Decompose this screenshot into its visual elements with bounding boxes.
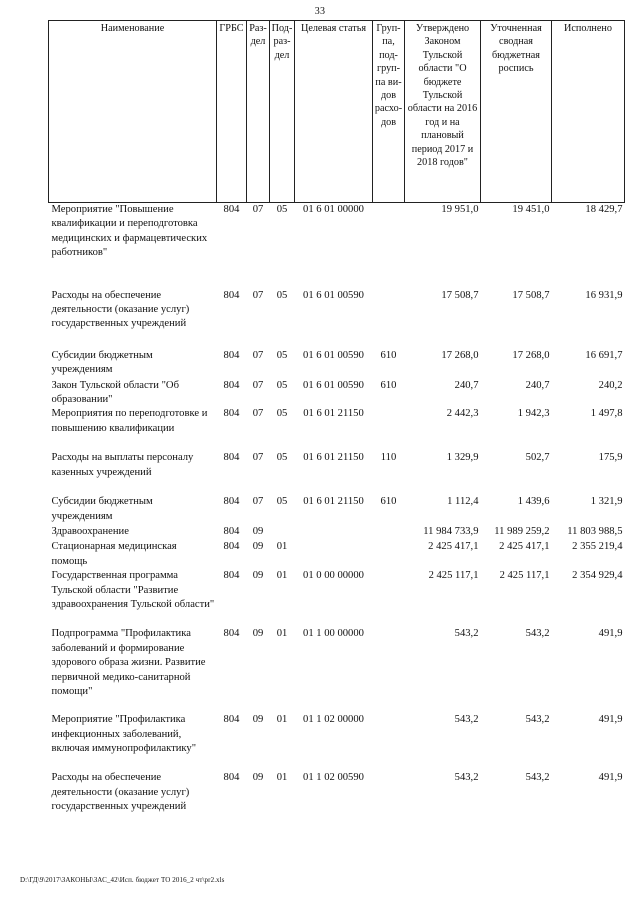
header-target: Целевая статья [295, 21, 373, 203]
cell-vid [373, 407, 405, 451]
cell-target: 01 6 01 00590 [303, 289, 364, 301]
cell-razdel: 07 [252, 204, 264, 215]
table-row [49, 540, 625, 569]
header-row [49, 21, 625, 203]
table-row [49, 289, 625, 349]
cell-vid [373, 627, 405, 713]
page-number: 33 [314, 6, 326, 17]
cell-razdel: 09 [252, 772, 264, 784]
cell-refined: 502,7 [525, 452, 550, 464]
cell-approved: 543,2 [454, 628, 479, 640]
cell-refined: 543,2 [525, 714, 550, 726]
cell-approved: 17 508,7 [441, 289, 479, 301]
cell-executed: 240,2 [598, 379, 623, 391]
cell-name: Субсидии бюджетным учреждениям [51, 349, 153, 375]
cell-name: Расходы на выплаты персоналу казенных учреждений [51, 452, 194, 478]
cell-vid [373, 289, 405, 349]
cell-podrazdel: 05 [276, 289, 288, 301]
cell-executed: 1 321,9 [590, 496, 623, 508]
cell-podrazdel: 05 [276, 496, 288, 508]
table-row [49, 771, 625, 831]
table-row [49, 495, 625, 525]
header-grbs: ГРБС [217, 21, 247, 203]
cell-vid [373, 203, 405, 289]
cell-approved: 19 951,0 [441, 204, 479, 215]
cell-refined: 543,2 [525, 628, 550, 640]
cell-executed: 2 354 929,4 [572, 570, 623, 582]
header-executed: Исполнено [552, 21, 625, 203]
table-row [49, 451, 625, 495]
cell-name: Мероприятие "Повышение квалификации и переподготовка медицинских и фармацевтических работников" [51, 204, 208, 259]
cell-vid [373, 713, 405, 771]
cell-target: 01 6 01 00590 [303, 379, 364, 391]
cell-refined: 11 989 259,2 [494, 526, 550, 538]
cell-vid: 110 [380, 452, 397, 464]
cell-approved: 543,2 [454, 714, 479, 726]
cell-grbs: 804 [223, 452, 240, 464]
cell-grbs: 804 [223, 526, 240, 538]
cell-refined: 17 508,7 [512, 289, 550, 301]
cell-razdel: 07 [252, 408, 264, 420]
cell-refined: 2 425 117,1 [499, 570, 550, 582]
cell-podrazdel: 05 [276, 452, 288, 464]
cell-name: Здравоохранение [51, 526, 129, 538]
cell-grbs: 804 [223, 628, 240, 640]
cell-name: Расходы на обеспечение деятельности (оказание услуг) государственных учреждений [51, 289, 190, 330]
budget-body [49, 203, 625, 832]
table-row [49, 525, 625, 540]
cell-target: 01 6 01 00590 [303, 349, 364, 361]
header-name: Наименование [49, 21, 217, 203]
cell-razdel: 07 [252, 289, 264, 301]
cell-vid [373, 771, 405, 831]
cell-razdel: 07 [252, 496, 264, 508]
cell-grbs: 804 [223, 204, 240, 215]
cell-approved: 240,7 [454, 379, 479, 391]
cell-podrazdel: 01 [276, 541, 288, 553]
cell-executed: 18 429,7 [585, 204, 623, 215]
cell-target: 01 1 02 00000 [303, 714, 364, 726]
cell-executed: 16 931,9 [585, 289, 623, 301]
cell-name: Подпрограмма "Профилактика заболеваний и формирование здорового образа жизни. Развитие первичной медико-санитарной помощи" [51, 628, 206, 697]
cell-executed: 1 497,8 [590, 408, 623, 420]
cell-vid [373, 540, 405, 569]
header-refined: Уточненная сводная бюджетная роспись [481, 21, 552, 203]
cell-podrazdel: 05 [276, 204, 288, 215]
cell-executed: 16 691,7 [585, 349, 623, 361]
cell-refined: 2 425 417,1 [499, 541, 550, 553]
cell-razdel: 09 [252, 526, 264, 538]
budget-sheet [48, 20, 624, 831]
cell-name: Расходы на обеспечение деятельности (оказание услуг) государственных учреждений [51, 772, 190, 813]
cell-target: 01 6 01 21150 [303, 452, 364, 464]
cell-grbs: 804 [223, 289, 240, 301]
budget-table [48, 20, 625, 831]
cell-approved: 17 268,0 [441, 349, 479, 361]
cell-name: Субсидии бюджетным учреждениям [51, 496, 153, 522]
cell-grbs: 804 [223, 714, 240, 726]
cell-executed: 491,9 [598, 628, 623, 640]
cell-target: 01 6 01 21150 [303, 408, 364, 420]
cell-name: Закон Тульской области "Об образовании" [51, 379, 179, 405]
table-row [49, 407, 625, 451]
cell-podrazdel: 05 [276, 349, 288, 361]
cell-razdel: 09 [252, 570, 264, 582]
cell-executed: 175,9 [598, 452, 623, 464]
cell-target: 01 6 01 00000 [303, 204, 364, 215]
table-row [49, 349, 625, 379]
cell-grbs: 804 [223, 379, 240, 391]
cell-grbs: 804 [223, 541, 240, 553]
cell-executed: 2 355 219,4 [572, 541, 623, 553]
cell-target: 01 0 00 00000 [303, 570, 364, 582]
table-row [49, 627, 625, 713]
cell-approved: 2 425 117,1 [428, 570, 479, 582]
cell-vid [373, 569, 405, 627]
cell-podrazdel: 01 [276, 772, 288, 784]
cell-refined: 240,7 [525, 379, 550, 391]
cell-name: Мероприятие "Профилактика инфекционных заболеваний, включая иммунопрофилактику" [51, 714, 197, 755]
cell-podrazdel [270, 525, 295, 540]
cell-grbs: 804 [223, 349, 240, 361]
cell-approved: 543,2 [454, 772, 479, 784]
header-podrazdel: Под-раз-дел [270, 21, 295, 203]
cell-grbs: 804 [223, 772, 240, 784]
cell-target [295, 540, 373, 569]
cell-approved: 2 425 417,1 [428, 541, 479, 553]
cell-razdel: 07 [252, 349, 264, 361]
table-row [49, 713, 625, 771]
cell-vid: 610 [380, 379, 397, 391]
cell-executed: 491,9 [598, 714, 623, 726]
cell-approved: 2 442,3 [446, 408, 479, 420]
cell-razdel: 09 [252, 541, 264, 553]
cell-approved: 11 984 733,9 [423, 526, 479, 538]
file-path-footer: D:\ГД\9\2017\ЗАКОНЫ\ЗАС_42\Исп. бюджет ТО 2016_2 чт\pr2.xls [20, 876, 225, 884]
cell-name: Государственная программа Тульской области "Развитие здравоохранения Тульской области" [51, 570, 215, 611]
cell-refined: 19 451,0 [512, 204, 550, 215]
cell-podrazdel: 01 [276, 714, 288, 726]
table-row [49, 203, 625, 289]
cell-grbs: 804 [223, 570, 240, 582]
cell-vid [373, 525, 405, 540]
cell-grbs: 804 [223, 496, 240, 508]
cell-executed: 491,9 [598, 772, 623, 784]
cell-vid: 610 [380, 349, 397, 361]
cell-razdel: 07 [252, 379, 264, 391]
cell-target: 01 6 01 21150 [303, 496, 364, 508]
cell-name: Мероприятия по переподготовке и повышению квалификации [51, 408, 208, 434]
cell-approved: 1 329,9 [446, 452, 479, 464]
cell-podrazdel: 01 [276, 570, 288, 582]
cell-target [295, 525, 373, 540]
cell-razdel: 09 [252, 714, 264, 726]
cell-refined: 1 439,6 [517, 496, 550, 508]
header-approved: Утверждено Законом Тульской области "О бюджете Тульской области на 2016 год и на плановый период 2017 и 2018 годов" [405, 21, 481, 203]
table-row [49, 379, 625, 408]
cell-razdel: 09 [252, 628, 264, 640]
cell-podrazdel: 05 [276, 408, 288, 420]
cell-executed: 11 803 988,5 [567, 526, 623, 538]
cell-target: 01 1 02 00590 [303, 772, 364, 784]
cell-refined: 1 942,3 [517, 408, 550, 420]
cell-approved: 1 112,4 [447, 496, 479, 508]
cell-vid: 610 [380, 496, 397, 508]
cell-razdel: 07 [252, 452, 264, 464]
cell-refined: 17 268,0 [512, 349, 550, 361]
cell-refined: 543,2 [525, 772, 550, 784]
cell-name: Стационарная медицинская помощь [51, 541, 177, 567]
header-razdel: Раз-дел [247, 21, 270, 203]
cell-target: 01 1 00 00000 [303, 628, 364, 640]
header-vid: Груп-па, под-груп-па ви-дов расхо-дов [373, 21, 405, 203]
cell-podrazdel: 01 [276, 628, 288, 640]
cell-podrazdel: 05 [276, 379, 288, 391]
cell-grbs: 804 [223, 408, 240, 420]
table-row [49, 569, 625, 627]
